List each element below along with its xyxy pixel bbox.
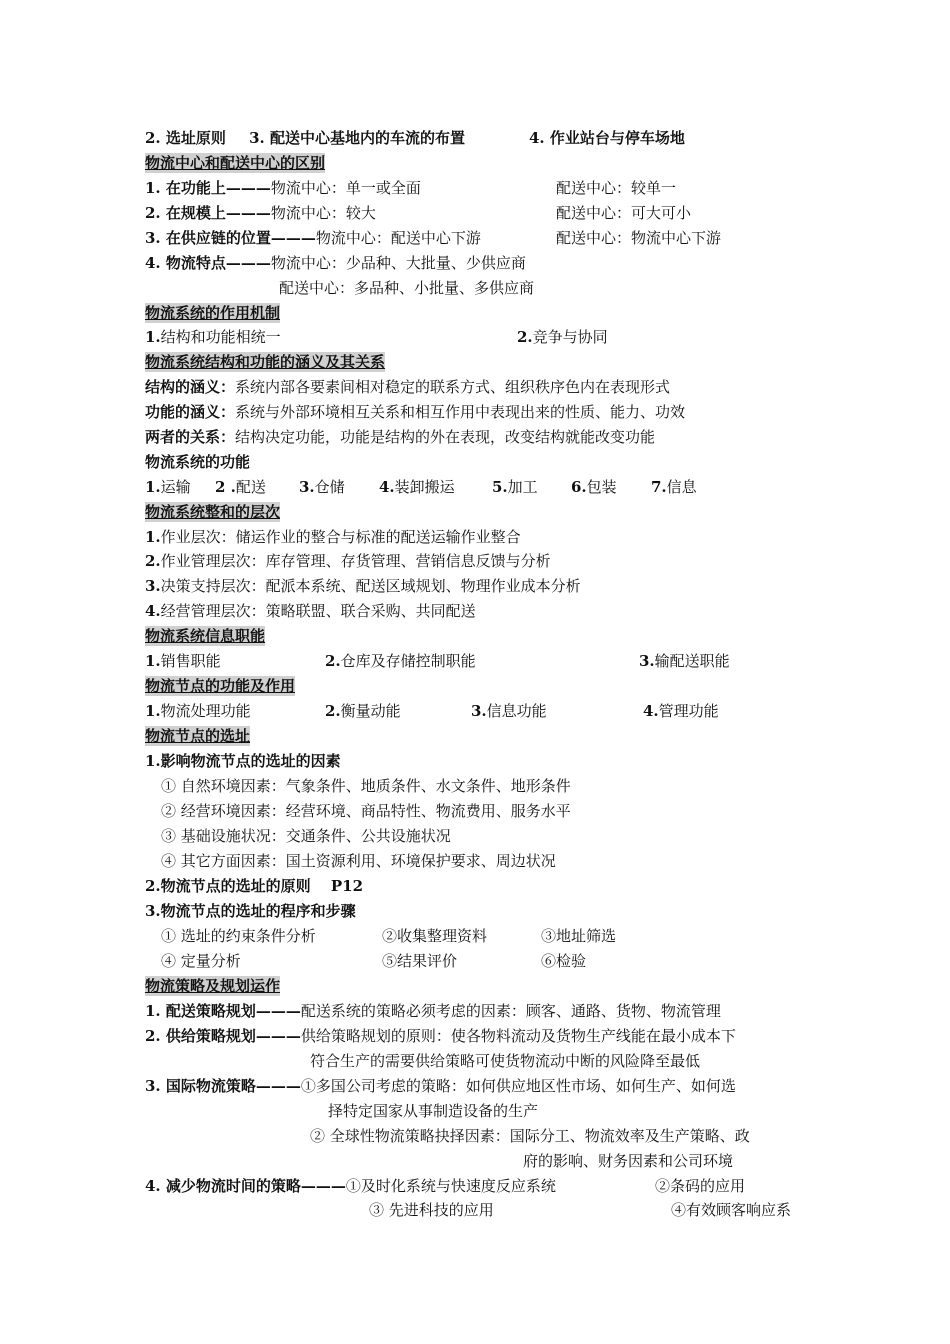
step-2: ②收集整理资料 — [382, 927, 488, 945]
level-4: 4.经营管理层次：策略联盟、联合采购、共同配送 — [145, 602, 476, 620]
func-6: 6.包装 — [571, 478, 617, 496]
def-relation: 两者的关系：结构决定功能，功能是结构的外在表现，改变结构就能改变功能 — [145, 428, 656, 446]
diff-right-2: 配送中心：可大可小 — [556, 204, 692, 222]
siting-factors-title: 1.影响物流节点的选址的因素 — [145, 752, 341, 770]
strategy-2-cont: 符合生产的需要供给策略可使货物流动中断的风险降至最低 — [310, 1052, 701, 1070]
diff-right-3: 配送中心：物流中心下游 — [556, 229, 722, 247]
mechanism-1: 1.结构和功能相统一 — [145, 328, 281, 346]
strategy-3-cont: 择特定国家从事制造设备的生产 — [328, 1102, 539, 1120]
func-3: 3.仓储 — [299, 478, 345, 496]
info-1: 1.销售职能 — [145, 652, 221, 670]
heading-integration-levels: 物流系统整和的层次 — [145, 503, 281, 521]
diff-row-1: 1. 在功能上———物流中心：单一或全面 — [145, 179, 421, 197]
diff-row-3: 3. 在供应链的位置———物流中心：配送中心下游 — [145, 229, 481, 247]
level-2: 2.作业管理层次：库存管理、存货管理、营销信息反馈与分析 — [145, 552, 551, 570]
heading-info-functions: 物流系统信息职能 — [145, 627, 266, 645]
def-structure: 结构的涵义：系统内部各要素间相对稳定的联系方式、组织秩序色内在表现形式 — [145, 378, 671, 396]
step-5: ⑤结果评价 — [382, 952, 458, 970]
line-1 — [145, 128, 685, 148]
heading-node-siting: 物流节点的选址 — [145, 727, 251, 745]
info-2: 2.仓库及存储控制职能 — [325, 652, 476, 670]
factor-1: ① 自然环境因素：气象条件、地质条件、水文条件、地形条件 — [161, 777, 571, 795]
node-2: 2.衡量动能 — [325, 702, 401, 720]
diff-row-2: 2. 在规模上———物流中心：较大 — [145, 204, 376, 222]
func-4: 4.装卸搬运 — [379, 478, 455, 496]
node-1: 1.物流处理功能 — [145, 702, 251, 720]
def-function: 功能的涵义：系统与外部环境相互关系和相互作用中表现出来的性质、能力、功效 — [145, 403, 686, 421]
node-4: 4.管理功能 — [643, 702, 719, 720]
strategy-4: 4. 减少物流时间的策略———①及时化系统与快速度反应系统 — [145, 1177, 556, 1195]
strategy-1: 1. 配送策略规划———配送系统的策略必须考虑的因素：顾客、通路、货物、物流管理 — [145, 1002, 721, 1020]
mechanism-2: 2.竞争与协同 — [517, 328, 608, 346]
strategy-4-c: ③ 先进科技的应用 — [369, 1201, 494, 1219]
strategy-4-b: ②条码的应用 — [655, 1177, 746, 1195]
strategy-2: 2. 供给策略规划———供给策略规划的原则：使各物料流动及货物生产线能在最小成本下 — [145, 1027, 736, 1045]
func-1: 1.运输 — [145, 478, 191, 496]
diff-row-5: 配送中心：多品种、小批量、多供应商 — [279, 279, 535, 297]
step-6: ⑥检验 — [541, 952, 587, 970]
factor-3: ③ 基础设施状况：交通条件、公共设施状况 — [161, 827, 451, 845]
heading-node-functions: 物流节点的功能及作用 — [145, 677, 296, 695]
func-2: 2 .配送 — [215, 478, 266, 496]
diff-right-1: 配送中心：较单一 — [556, 179, 677, 197]
heading-mechanism: 物流系统的作用机制 — [145, 304, 281, 322]
strategy-3-item2-cont: 府的影响、财务因素和公司环境 — [523, 1152, 734, 1170]
step-1: ① 选址的约束条件分析 — [161, 927, 316, 945]
strategy-3: 3. 国际物流策略———①多国公司考虑的策略：如何供应地区性市场、如何生产、如何选 — [145, 1077, 736, 1095]
node-3: 3.信息功能 — [471, 702, 547, 720]
level-1: 1.作业层次：储运作业的整合与标准的配送运输作业整合 — [145, 528, 521, 546]
step-3: ③地址筛选 — [541, 927, 617, 945]
func-5: 5.加工 — [492, 478, 538, 496]
diff-row-4: 4. 物流特点———物流中心：少品种、大批量、少供应商 — [145, 254, 526, 272]
siting-steps-title: 3.物流节点的选址的程序和步骤 — [145, 902, 356, 920]
heading-strategy: 物流策略及规划运作 — [145, 977, 281, 995]
strategy-4-d: ④有效顾客响应系 — [671, 1201, 792, 1219]
item-traffic-layout: 3. 配送中心基地内的车流的布置 — [249, 129, 466, 147]
info-3: 3.输配送职能 — [639, 652, 730, 670]
step-4: ④ 定量分析 — [161, 952, 241, 970]
item-platform: 4. 作业站台与停车场地 — [529, 129, 685, 147]
strategy-3-item2: ② 全球性物流策略抉择因素：国际分工、物流效率及生产策略、政 — [310, 1127, 750, 1145]
level-3: 3.决策支持层次：配派本系统、配送区域规划、物理作业成本分析 — [145, 577, 581, 595]
factor-2: ② 经营环境因素：经营环境、商品特性、物流费用、服务水平 — [161, 802, 571, 820]
heading-center-difference: 物流中心和配送中心的区别 — [145, 154, 326, 172]
func-7: 7.信息 — [651, 478, 697, 496]
heading-system-functions: 物流系统的功能 — [145, 453, 251, 471]
item-site-principle: 2. 选址原则 — [145, 129, 226, 147]
siting-principle-title: 2.物流节点的选址的原则 P12 — [145, 877, 364, 895]
heading-structure-function: 物流系统结构和功能的涵义及其关系 — [145, 353, 386, 371]
factor-4: ④ 其它方面因素：国土资源利用、环境保护要求、周边状况 — [161, 852, 556, 870]
